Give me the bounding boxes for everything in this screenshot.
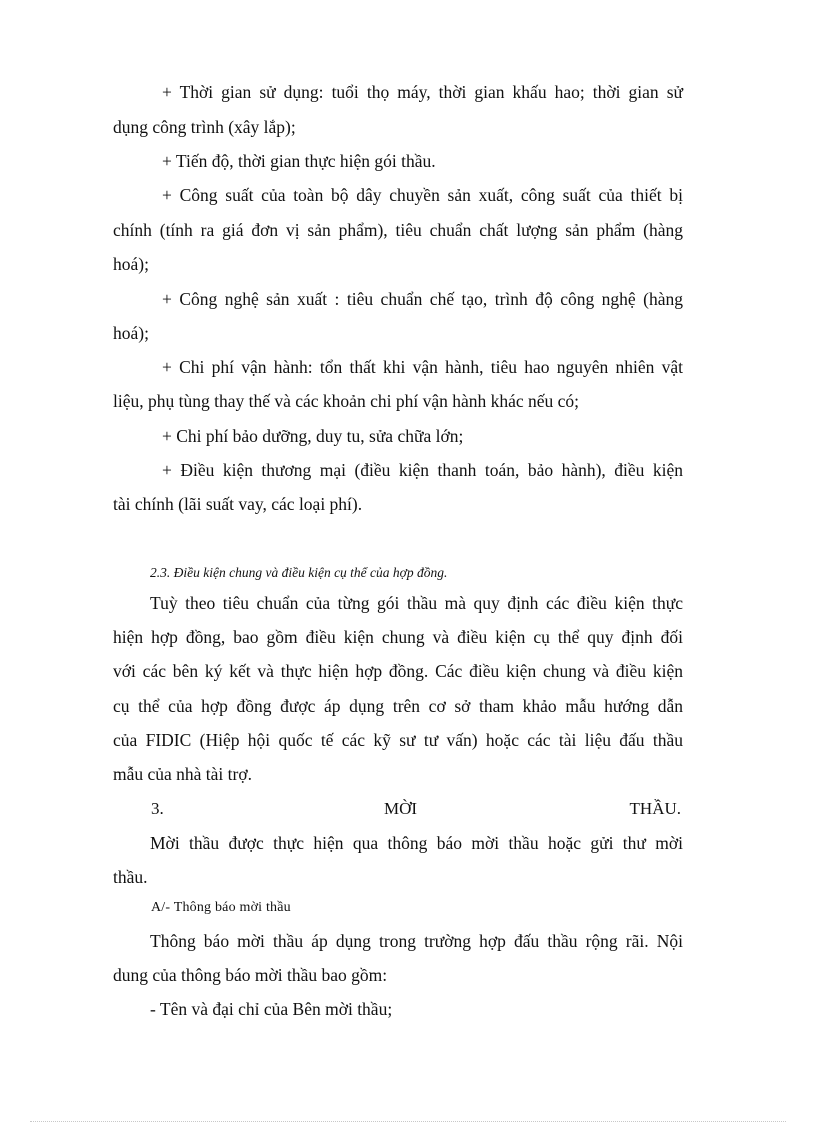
paragraph-line: Mời thầu được thực hiện qua thông báo mời thầu hoặc gửi thư mời: [150, 833, 683, 853]
paragraph-line: hoá);: [113, 254, 149, 274]
list-item: - Tên và đại chỉ của Bên mời thầu;: [150, 999, 393, 1019]
paragraph-line: hoá);: [113, 323, 149, 343]
paragraph-line: + Công nghệ sản xuất : tiêu chuẩn chế tạo, trình độ công nghệ (hàng: [162, 289, 683, 309]
paragraph-line: + Tiến độ, thời gian thực hiện gói thầu.: [162, 151, 436, 171]
paragraph-line: của FIDIC (Hiệp hội quốc tế các kỹ sư tư vấn) hoặc các tài liệu đấu thầu: [113, 730, 683, 750]
section-heading-2-3: 2.3. Điều kiện chung và điều kiện cụ thể của hợp đồng.: [150, 565, 448, 580]
paragraph-line: + Thời gian sử dụng: tuổi thọ máy, thời gian khấu hao; thời gian sử: [162, 82, 683, 102]
paragraph-line: liệu, phụ tùng thay thế và các khoản chi phí vận hành khác nếu có;: [113, 391, 580, 411]
paragraph-line: cụ thể của hợp đồng được áp dụng trên cơ sở tham khảo mẫu hướng dẫn: [113, 696, 683, 716]
paragraph-line: với các bên ký kết và thực hiện hợp đồng. Các điều kiện chung và điều kiện: [113, 661, 683, 681]
paragraph-line: Thông báo mời thầu áp dụng trong trường hợp đấu thầu rộng rãi. Nội: [150, 931, 683, 951]
paragraph-line: mẫu của nhà tài trợ.: [113, 764, 252, 784]
section-title-word: MỜI: [384, 799, 418, 818]
paragraph-line: hiện hợp đồng, bao gồm điều kiện chung và điều kiện cụ thể quy định đối: [113, 627, 683, 647]
sub-heading-a: A/- Thông báo mời thầu: [151, 900, 291, 915]
paragraph-line: Tuỳ theo tiêu chuẩn của từng gói thầu mà quy định các điều kiện thực: [150, 593, 683, 613]
paragraph-line: + Chi phí bảo dưỡng, duy tu, sửa chữa lớn;: [162, 426, 464, 446]
page-bottom-rule: [30, 1121, 786, 1122]
paragraph-line: dung của thông báo mời thầu bao gồm:: [113, 965, 388, 985]
paragraph-line: + Chi phí vận hành: tổn thất khi vận hành, tiêu hao nguyên nhiên vật: [162, 357, 683, 377]
section-number: 3.: [151, 799, 164, 818]
paragraph-line: chính (tính ra giá đơn vị sản phẩm), tiêu chuẩn chất lượng sản phẩm (hàng: [113, 220, 683, 240]
paragraph-line: dụng công trình (xây lắp);: [113, 117, 296, 137]
paragraph-line: tài chính (lãi suất vay, các loại phí).: [113, 494, 363, 514]
paragraph-line: + Công suất của toàn bộ dây chuyền sản xuất, công suất của thiết bị: [162, 185, 683, 205]
paragraph-line: + Điều kiện thương mại (điều kiện thanh toán, bảo hành), điều kiện: [162, 460, 683, 480]
paragraph-line: thầu.: [113, 867, 148, 887]
section-title-word: THẦU.: [629, 799, 681, 818]
